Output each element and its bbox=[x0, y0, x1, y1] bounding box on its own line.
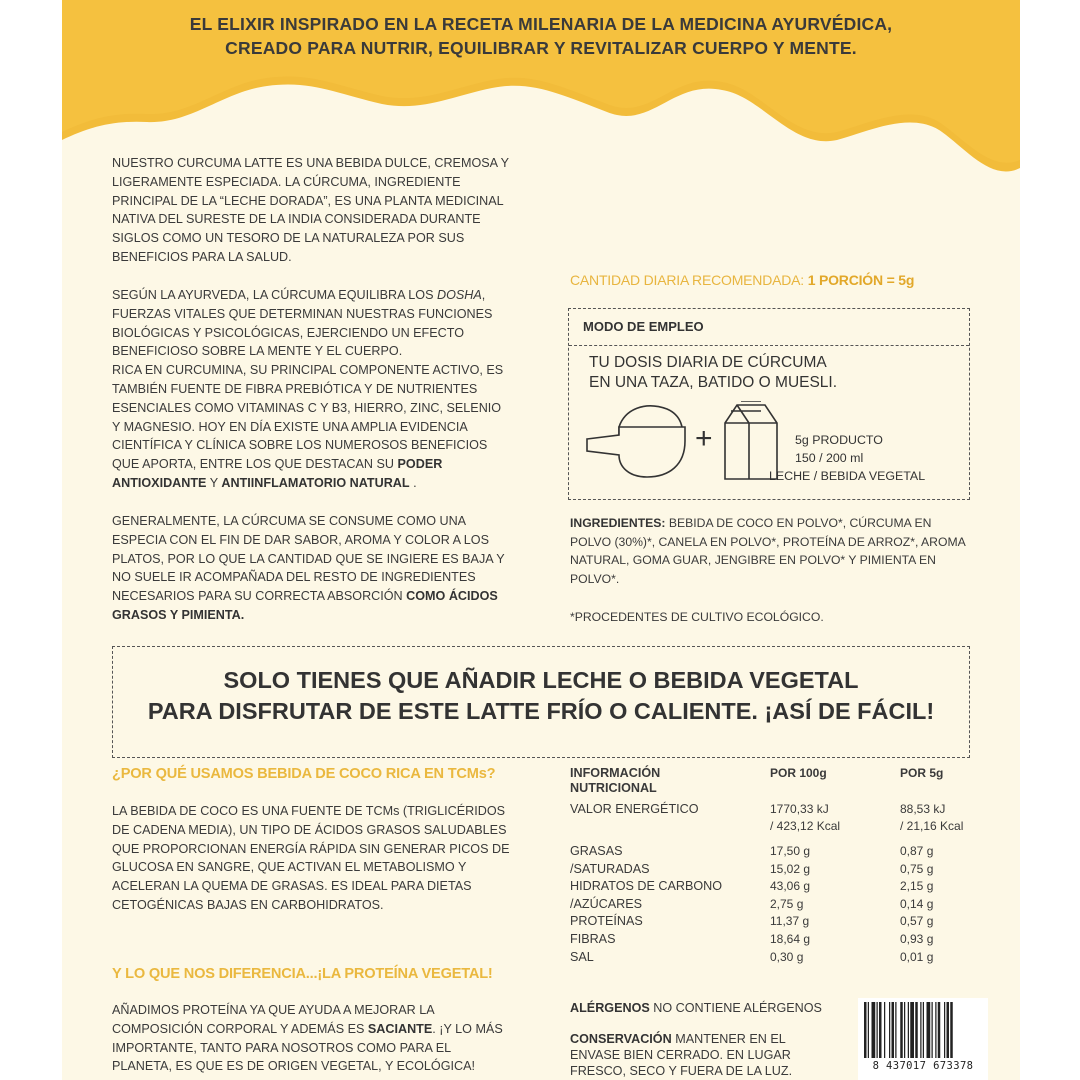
headline-line-1: EL ELIXIR INSPIRADO EN LA RECETA MILENARIA DE LA MEDICINA AYURVÉDICA, bbox=[189, 14, 893, 34]
headline bbox=[62, 12, 1020, 60]
barcode-bars bbox=[858, 998, 988, 1060]
nutrition-row-label: GRASAS bbox=[570, 844, 623, 858]
intro-paragraph-4: GENERALMENTE, LA CÚRCUMA SE CONSUME COMO UNA ESPECIA CON EL FIN DE DAR SABOR, AROMA Y COLOR A LOS PLATOS, POR LO QUE LA CANTIDAD QUE SE INGIERE ES BAJA Y NO SUELE IR ACOMPAÑADA DEL RESTO DE INGREDIENTES NECESARIOS PARA SU CORRECTA ABSORCIÓN COMO ÁCIDOS GRASOS Y PIMIENTA. bbox=[112, 514, 505, 622]
nutrition-row-per-100g: 15,02 g bbox=[770, 861, 811, 876]
nutrition-row-per-100g: 17,50 g bbox=[770, 844, 811, 858]
usage-mode-title: MODO DE EMPLEO bbox=[569, 309, 969, 346]
callout-box bbox=[112, 646, 970, 758]
callout-line-2: PARA DISFRUTAR DE ESTE LATTE FRÍO O CALIENTE. ¡ASÍ DE FÁCIL! bbox=[147, 698, 935, 724]
nutrition-row-per-100g: 0,30 g bbox=[770, 949, 804, 964]
col-per-5g: POR 5g bbox=[900, 766, 944, 780]
energy-5-kj: 88,53 kJ bbox=[900, 802, 946, 816]
conservation: CONSERVACIÓN MANTENER EN EL ENVASE BIEN CERRADO. EN LUGAR FRESCO, SECO Y FUERA DE LA LUZ. bbox=[570, 1032, 793, 1078]
nutrition-row-label: HIDRATOS DE CARBONO bbox=[570, 879, 723, 894]
nutrition-row-per-100g: 2,75 g bbox=[770, 896, 804, 911]
intro-paragraph-1: NUESTRO CURCUMA LATTE ES UNA BEBIDA DULCE, CREMOSA Y LIGERAMENTE ESPECIADA. LA CÚRCUMA, INGREDIENTE PRINCIPAL DE LA “LECHE DORADA”, ES UNA PLANTA MEDICINAL NATIVA DEL SURESTE DE LA INDIA CONSIDERADA DURANTE SIGLOS COMO UN TESORO DE LA NATURALEZA POR SUS BENEFICIOS PARA LA SALUD. bbox=[112, 156, 509, 264]
usage-mode-text: TU DOSIS DIARIA DE CÚRCUMA EN UNA TAZA, BATIDO O MUESLI. bbox=[589, 354, 838, 391]
nutrition-row-per-5g: 0,57 g bbox=[900, 914, 934, 929]
coconut-text: LA BEBIDA DE COCO ES UNA FUENTE DE TCMs (TRIGLICÉRIDOS DE CADENA MEDIA), UN TIPO DE ÁCIDOS GRASOS SALUDABLES QUE PROPORCIONAN ENERGÍA RÁPIDA SIN GENERAR PICOS DE GLUCOSA EN SANGRE, QUE ACTIVAN EL METABOLISMO Y ACELERAN LA QUEMA DE GRASAS. ES IDEAL PARA DIETAS CETOGÉNICAS BAJAS EN CARBOHIDRATOS. bbox=[112, 804, 510, 912]
nutrition-row-label: SAL bbox=[570, 949, 594, 964]
callout-line-1: SOLO TIENES QUE AÑADIR LECHE O BEBIDA VEGETAL bbox=[223, 667, 859, 693]
plus-sign: + bbox=[695, 422, 713, 455]
dosha-term: DOSHA bbox=[436, 288, 482, 302]
nutrition-header: INFORMACIÓN NUTRICIONAL bbox=[570, 766, 661, 795]
intro-paragraph-3: RICA EN CURCUMINA, SU PRINCIPAL COMPONENTE ACTIVO, ES TAMBIÉN FUENTE DE FIBRA PREBIÓTICA Y DE NUTRIENTES ESENCIALES COMO VITAMINAS C Y B3, HIERRO, ZINC, SELENIO Y MAGNESIO. HOY EN DÍA EXISTE UNA AMPLIA EVIDENCIA CIENTÍFICA Y CLÍNICA SOBRE LOS NUMEROSOS BENEFICIOS QUE APORTA, ENTRE LOS QUE DESTACAN SU PODER ANTIOXIDANTE Y ANTIINFLAMATORIO NATURAL . bbox=[112, 363, 504, 490]
energy-label: VALOR ENERGÉTICO bbox=[570, 802, 699, 816]
nutrition-row-per-5g: 0,87 g bbox=[900, 844, 934, 858]
energy-100-kcal: / 423,12 Kcal bbox=[770, 819, 841, 833]
nutrition-row-per-5g: 0,93 g bbox=[900, 932, 934, 946]
col-per-100g: POR 100g bbox=[770, 766, 827, 780]
nutrition-row-per-100g: 43,06 g bbox=[770, 879, 811, 894]
ingredients-text: INGREDIENTES: BEBIDA DE COCO EN POLVO*, CÚRCUMA EN POLVO (30%)*, CANELA EN POLVO*, PROTEÍNA DE ARROZ*, AROMA NATURAL, GOMA GUAR, JENGIBRE EN POLVO* Y PIMIENTA EN POLVO*. bbox=[570, 516, 966, 586]
scoop-icon bbox=[585, 399, 691, 479]
usage-mode-box bbox=[568, 308, 970, 500]
nutrition-row-per-5g: 2,15 g bbox=[900, 879, 934, 894]
nutrition-row-label: /SATURADAS bbox=[570, 861, 650, 876]
nutrition-row-per-100g: 11,37 g bbox=[770, 914, 810, 929]
nutrition-row-label: /AZÚCARES bbox=[570, 896, 643, 911]
barcode bbox=[858, 998, 988, 1080]
daily-recommended: CANTIDAD DIARIA RECOMENDADA: 1 PORCIÓN = 5g bbox=[570, 272, 915, 288]
nutrition-row-label: FIBRAS bbox=[570, 932, 616, 946]
nutrition-row-per-5g: 0,14 g bbox=[900, 896, 934, 911]
energy-5-kcal: / 21,16 Kcal bbox=[900, 819, 964, 833]
nutrition-row-per-5g: 0,01 g bbox=[900, 949, 934, 964]
nutrition-row-per-5g: 0,75 g bbox=[900, 861, 934, 876]
allergens: ALÉRGENOS NO CONTIENE ALÉRGENOS bbox=[570, 1001, 822, 1015]
eco-note: *PROCEDENTES DE CULTIVO ECOLÓGICO. bbox=[570, 610, 824, 624]
headline-line-2: CREADO PARA NUTRIR, EQUILIBRAR Y REVITALIZAR CUERPO Y MENTE. bbox=[225, 38, 857, 58]
energy-100-kj: 1770,33 kJ bbox=[770, 802, 829, 816]
nutrition-row-per-100g: 18,64 g bbox=[770, 932, 811, 946]
protein-text: AÑADIMOS PROTEÍNA YA QUE AYUDA A MEJORAR LA COMPOSICIÓN CORPORAL Y ADEMÁS ES SACIANTE. ¡Y LO MÁS IMPORTANTE, TANTO PARA NOSOTROS COMO PARA EL PLANETA, ES QUE ES DE ORIGEN VEGETAL, Y ECOLÓGICA! bbox=[112, 1003, 503, 1074]
intro-paragraph-2: SEGÚN LA AYURVEDA, LA CÚRCUMA EQUILIBRA LOS DOSHA, FUERZAS VITALES QUE DETERMINAN NUESTRAS FUNCIONES BIOLÓGICAS Y PSICOLÓGICAS, EJERCIENDO UN EFECTO BENEFICIOSO SOBRE LA MENTE Y EL CUERPO. RICA EN CURCUMINA, SU PRINCIPAL COMPONENTE ACTIVO, ES TAMBIÉN FUENTE DE FIBRA PREBIÓTICA Y DE NUTRIENTES ESENCIALES COMO VITAMINAS C Y B3, HIERRO, ZINC, SELENIO Y MAGNESIO. HOY EN DÍA EXISTE UNA AMPLIA EVIDENCIA CIENTÍFICA Y CLÍNICA SOBRE LOS NUMEROSOS BENEFICIOS QUE APORTA, ENTRE LOS QUE DESTACAN SU PODER ANTIOXIDANTE Y ANTIINFLAMATORIO NATURAL . bbox=[112, 286, 512, 493]
nutrition-row-label: PROTEÍNAS bbox=[570, 914, 643, 929]
protein-title: Y LO QUE NOS DIFERENCIA...¡LA PROTEÍNA VEGETAL! bbox=[112, 966, 493, 982]
coconut-title: ¿POR QUÉ USAMOS BEBIDA DE COCO RICA EN TCMs? bbox=[112, 766, 496, 782]
label-sheet bbox=[62, 0, 1020, 1080]
barcode-number: 8 437017 673378 bbox=[872, 1060, 974, 1072]
usage-legend: 5g PRODUCTO 150 / 200 ml LECHE / BEBIDA VEGETAL bbox=[769, 433, 926, 483]
